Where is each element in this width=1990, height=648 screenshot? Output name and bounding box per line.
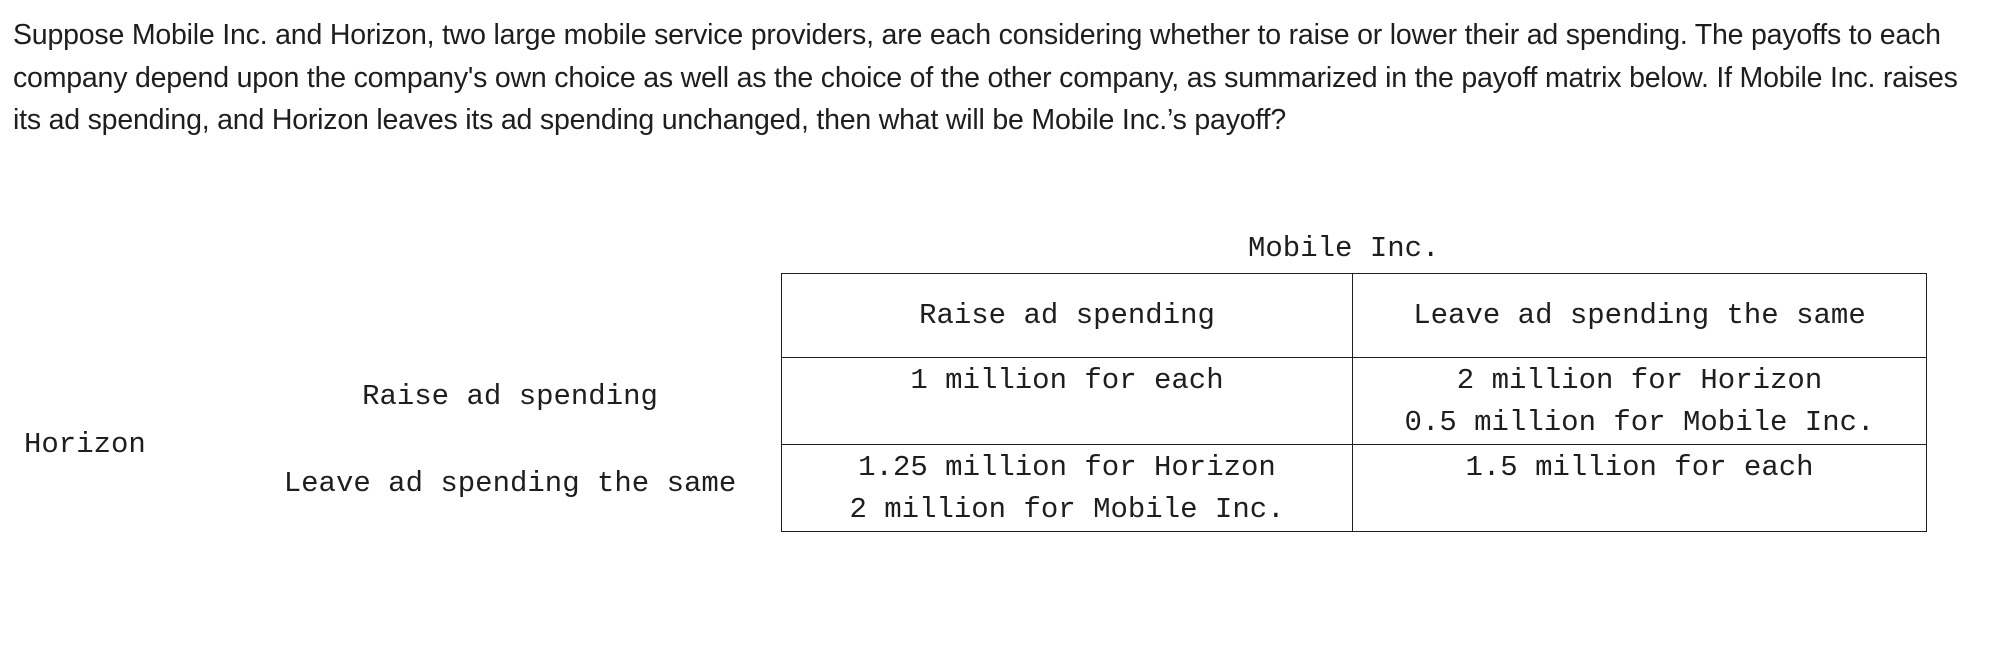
question-text: Suppose Mobile Inc. and Horizon, two large mobile service providers, are each considering whether to raise or lower their ad spending. The payoffs to each company depend upon the company's own choice as well as the choice of the other company, as summarized in the payoff matrix below. If Mobile Inc. raises its ad spending, and Horizon leaves its ad spending unchanged, then what will be Mobile Inc.’s payoff? (13, 19, 1958, 136)
matrix-row-raise (782, 358, 1927, 445)
payoff-cell-leave-leave (1353, 445, 1927, 532)
payoff-cell-raise-leave (1353, 358, 1927, 445)
payoff-line: 1.25 million for Horizon (858, 451, 1276, 484)
column-header-leave: Leave ad spending the same (1353, 274, 1927, 358)
row-label-leave: Leave ad spending the same (283, 467, 737, 500)
payoff-cell-raise-raise (782, 358, 1353, 445)
matrix-row-leave (782, 445, 1927, 532)
payoff-line: 0.5 million for Mobile Inc. (1404, 406, 1875, 439)
column-header-raise: Raise ad spending (782, 274, 1353, 358)
row-player-label: Horizon (24, 428, 146, 461)
header-row (782, 274, 1927, 358)
payoff-matrix (781, 273, 1927, 532)
row-label-raise: Raise ad spending (362, 380, 658, 413)
payoff-line: 1 million for each (910, 364, 1224, 397)
payoff-line: 2 million for Horizon (1456, 364, 1823, 397)
payoff-line: 2 million for Mobile Inc. (849, 493, 1285, 526)
payoff-line: 1.5 million for each (1465, 451, 1814, 484)
payoff-cell-leave-raise (782, 445, 1353, 532)
column-player-label: Mobile Inc. (1248, 232, 1440, 265)
